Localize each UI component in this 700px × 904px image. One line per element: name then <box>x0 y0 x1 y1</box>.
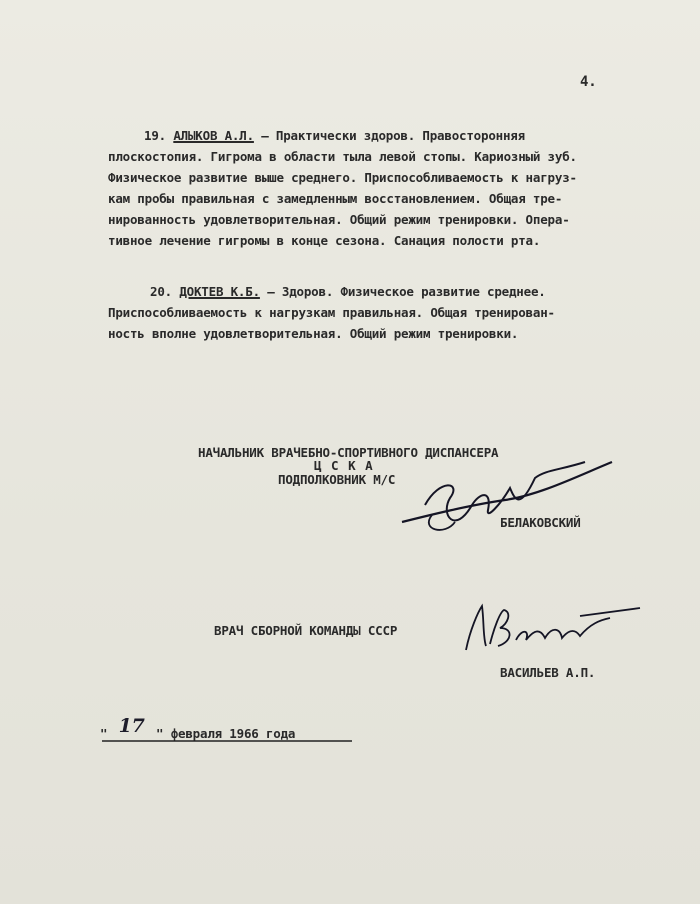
entry-19-line-4: кам пробы правильная с замедленным восстановлением. Общая тре- <box>108 191 563 206</box>
entry-19-number: 19. <box>144 128 166 143</box>
entry-20-text-1: – Здоров. Физическое развитие среднее. <box>259 284 546 299</box>
date-close-quote: " <box>156 726 164 741</box>
entry-19-name: АЛЫКОВ А.Л. <box>173 128 254 143</box>
entry-20-number: 20. <box>150 284 172 299</box>
entry-20-line-3: ность вполне удовлетворительная. Общий режим тренировки. <box>108 326 519 341</box>
entry-19-line-3: Физическое развитие выше среднего. Приспособливаемость к нагруз- <box>108 170 577 185</box>
signatory2-name: ВАСИЛЬЕВ А.П. <box>500 665 596 680</box>
signatory1-title-line1: НАЧАЛЬНИК ВРАЧЕБНО-СПОРТИВНОГО ДИСПАНСЕРА <box>198 445 499 460</box>
signatory1-rank: ПОДПОЛКОВНИК М/С <box>278 472 396 487</box>
entry-19-line-6: тивное лечение гигромы в конце сезона. Санация полости рта. <box>108 233 541 248</box>
entry-19-text-1: – Практически здоров. Правосторонняя <box>253 128 525 143</box>
page-number: 4. <box>580 74 597 90</box>
signatory1-name: БЕЛАКОВСКИЙ <box>500 515 581 530</box>
entry-20-line-2: Приспособливаемость к нагрузкам правильная. Общая тренирован- <box>108 305 555 320</box>
entry-19-line-2: плоскостопия. Гигрома в области тыла левой стопы. Кариозный зуб. <box>108 149 577 164</box>
date-open-quote: " <box>100 726 108 741</box>
signatory2-title: ВРАЧ СБОРНОЙ КОМАНДЫ СССР <box>214 623 398 638</box>
date-day: 17 <box>118 715 145 737</box>
entry-19-line-5: нированность удовлетворительная. Общий режим тренировки. Опера- <box>108 212 570 227</box>
signatory1-title-line2: Ц С К А <box>314 458 374 473</box>
date-rest: февраля 1966 года <box>170 726 296 741</box>
entry-20-name: ДОКТЕВ К.Б. <box>179 284 260 299</box>
